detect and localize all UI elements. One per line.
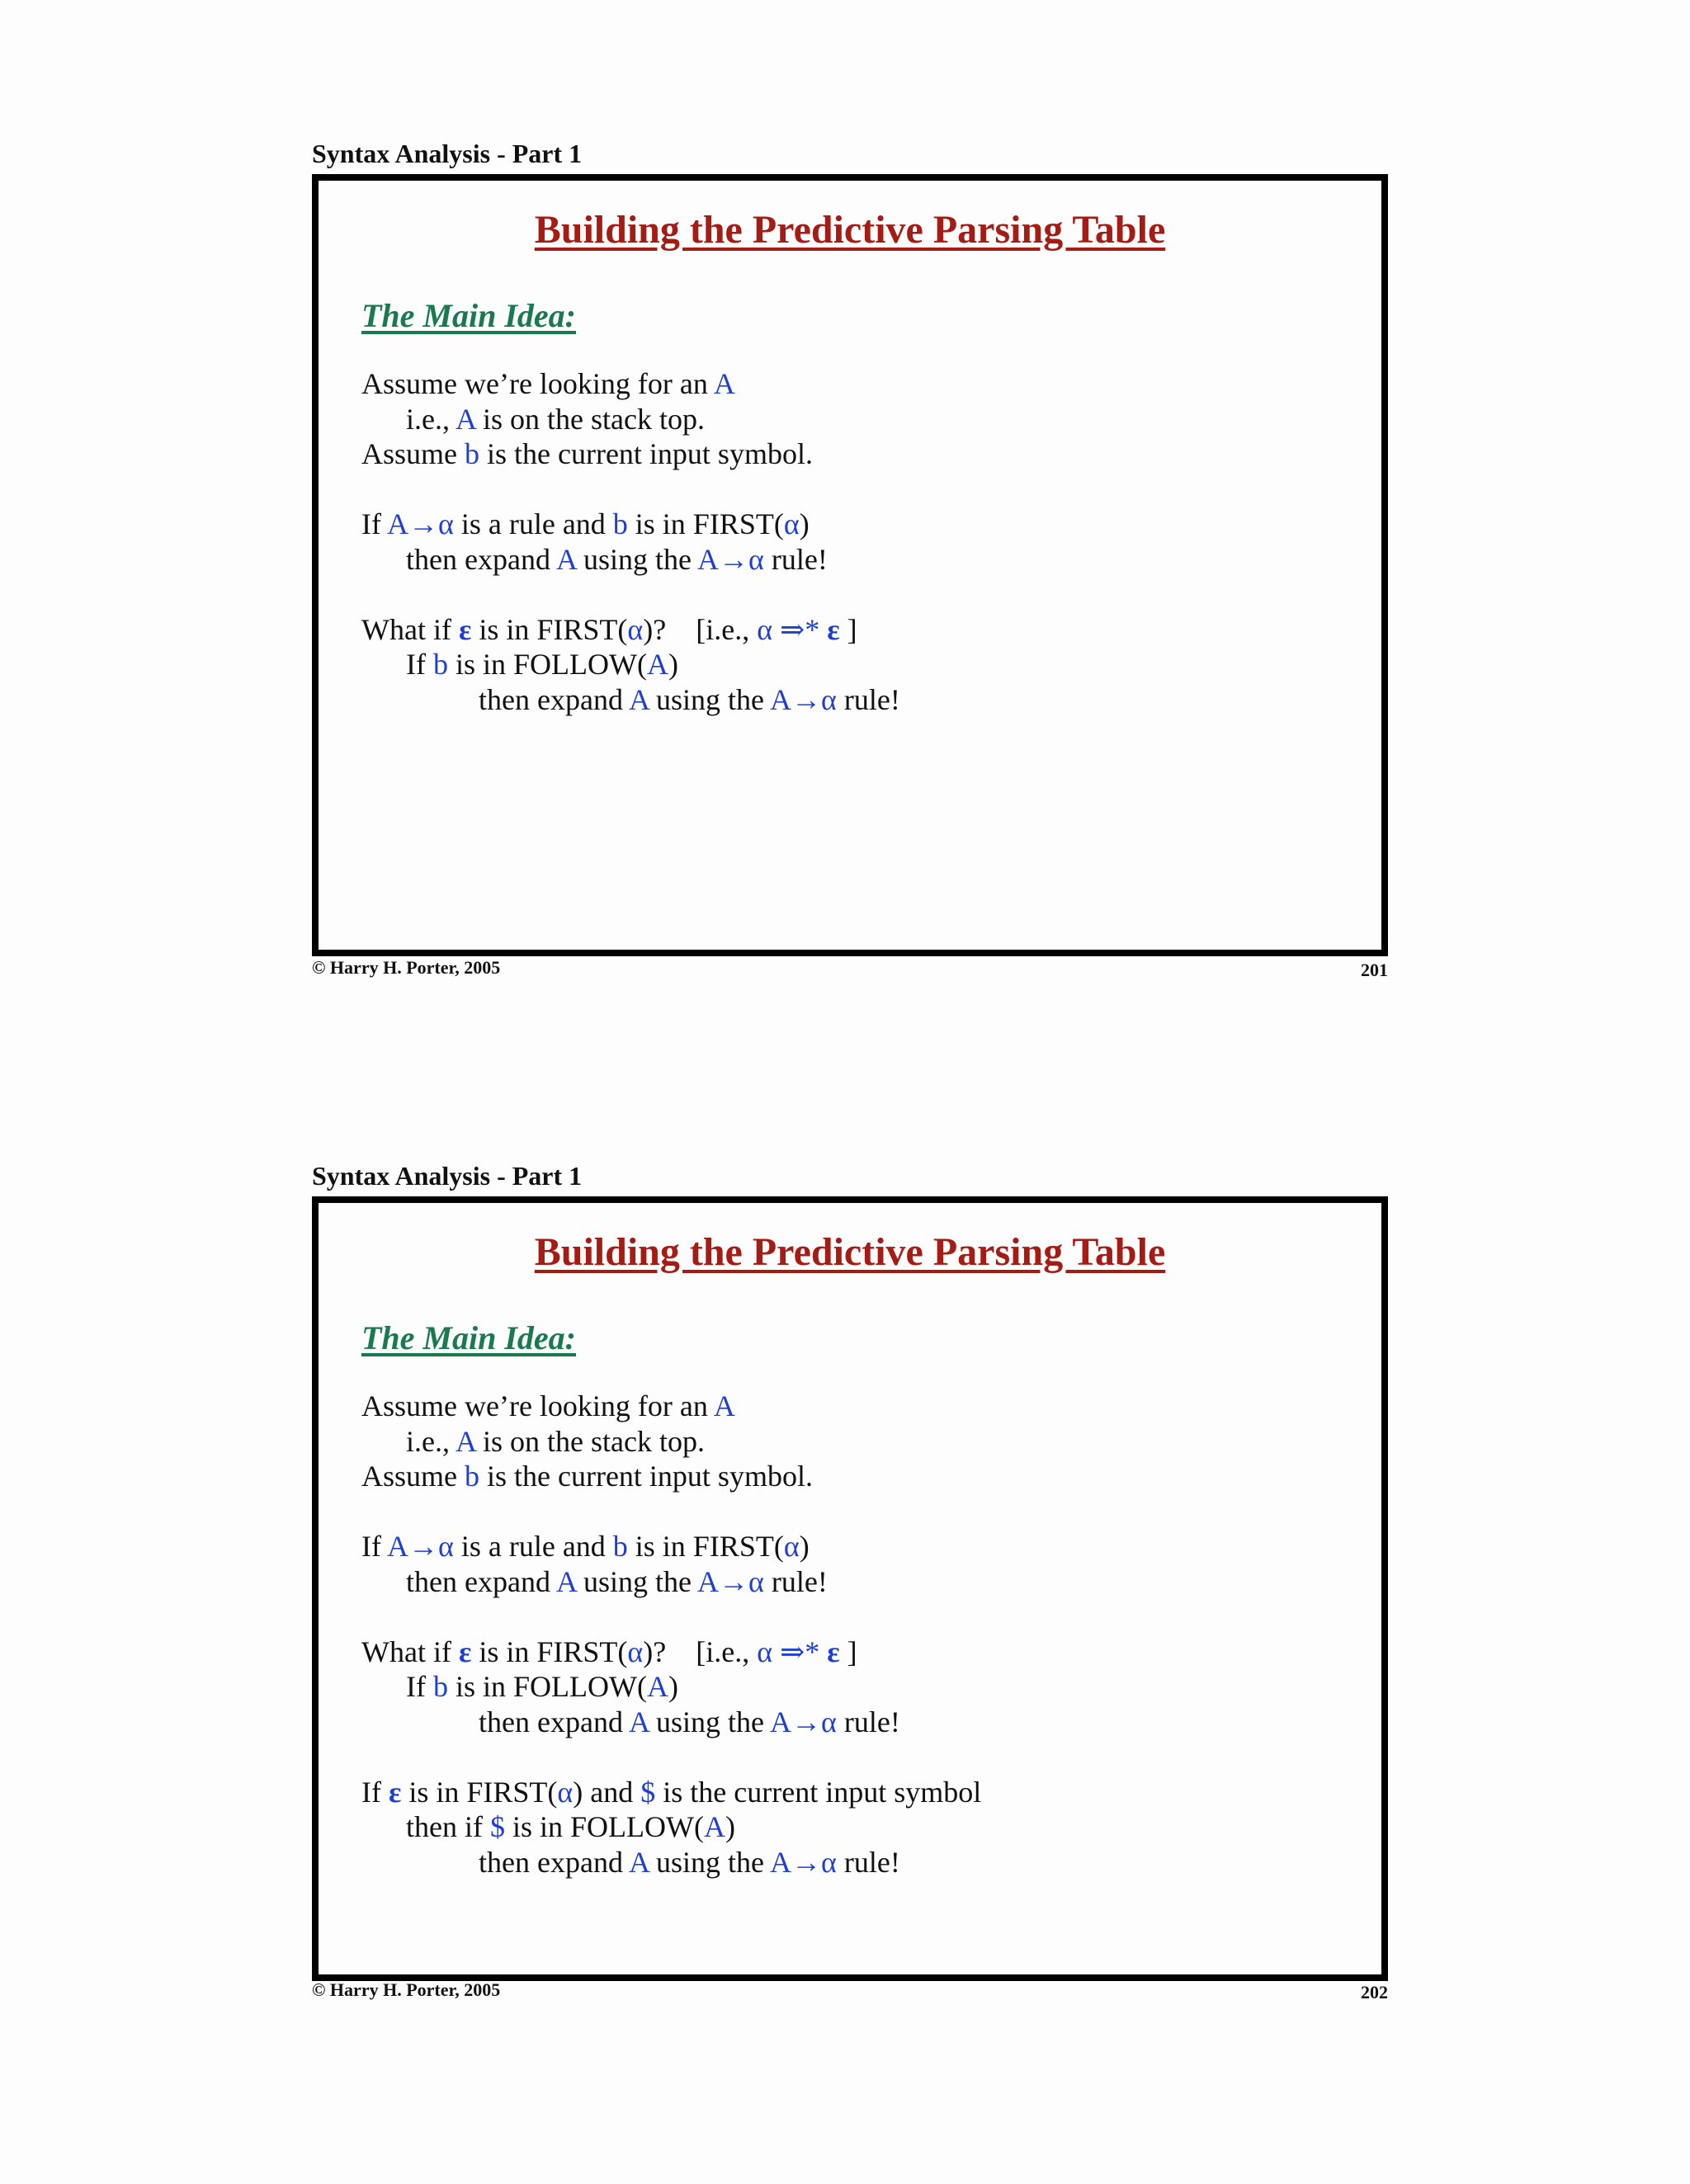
- body-line: If b is in FOLLOW(A): [406, 1670, 678, 1703]
- body-line: What if ε is in FIRST(α)? [i.e., α ⇒* ε ]: [361, 612, 857, 646]
- body-line: Assume b is the current input symbol.: [361, 437, 813, 470]
- body-line: Assume we’re looking for an A: [361, 367, 735, 400]
- slide-subtitle: The Main Idea:: [361, 1319, 576, 1356]
- body-line: then if $ is in FOLLOW(A): [406, 1810, 735, 1843]
- body-line: What if ε is in FIRST(α)? [i.e., α ⇒* ε ]: [361, 1634, 857, 1668]
- copyright: © Harry H. Porter, 2005: [312, 1979, 501, 2000]
- slide-header: Syntax Analysis - Part 1: [312, 139, 583, 168]
- body-line: Assume we’re looking for an A: [361, 1389, 735, 1422]
- slide-body: [361, 366, 900, 717]
- body-line: If A→α is a rule and b is in FIRST(α): [361, 507, 810, 540]
- slide-frame: [312, 1196, 1388, 1981]
- body-line: If ε is in FIRST(α) and $ is the current input symbol: [361, 1775, 982, 1809]
- body-line: Assume b is the current input symbol.: [361, 1460, 813, 1493]
- slide-title: Building the Predictive Parsing Table: [534, 1230, 1166, 1274]
- page-number: 202: [1361, 1982, 1388, 2002]
- copyright: © Harry H. Porter, 2005: [312, 957, 501, 978]
- slide-title: Building the Predictive Parsing Table: [534, 208, 1166, 252]
- body-line: then expand A using the A→α rule!: [479, 682, 900, 716]
- body-line: then expand A using the A→α rule!: [479, 1845, 900, 1879]
- body-line: i.e., A is on the stack top.: [406, 1424, 705, 1458]
- slide-subtitle: The Main Idea:: [361, 297, 576, 334]
- slide-header: Syntax Analysis - Part 1: [312, 1161, 583, 1191]
- page-number: 201: [1361, 960, 1388, 980]
- body-line: i.e., A is on the stack top.: [406, 402, 705, 436]
- body-line: If A→α is a rule and b is in FIRST(α): [361, 1530, 810, 1563]
- slide-frame: [312, 174, 1388, 956]
- body-line: then expand A using the A→α rule!: [406, 542, 828, 576]
- body-line: then expand A using the A→α rule!: [479, 1705, 900, 1738]
- body-line: If b is in FOLLOW(A): [406, 648, 678, 681]
- slide-body: [361, 1389, 981, 1880]
- body-line: then expand A using the A→α rule!: [406, 1564, 828, 1598]
